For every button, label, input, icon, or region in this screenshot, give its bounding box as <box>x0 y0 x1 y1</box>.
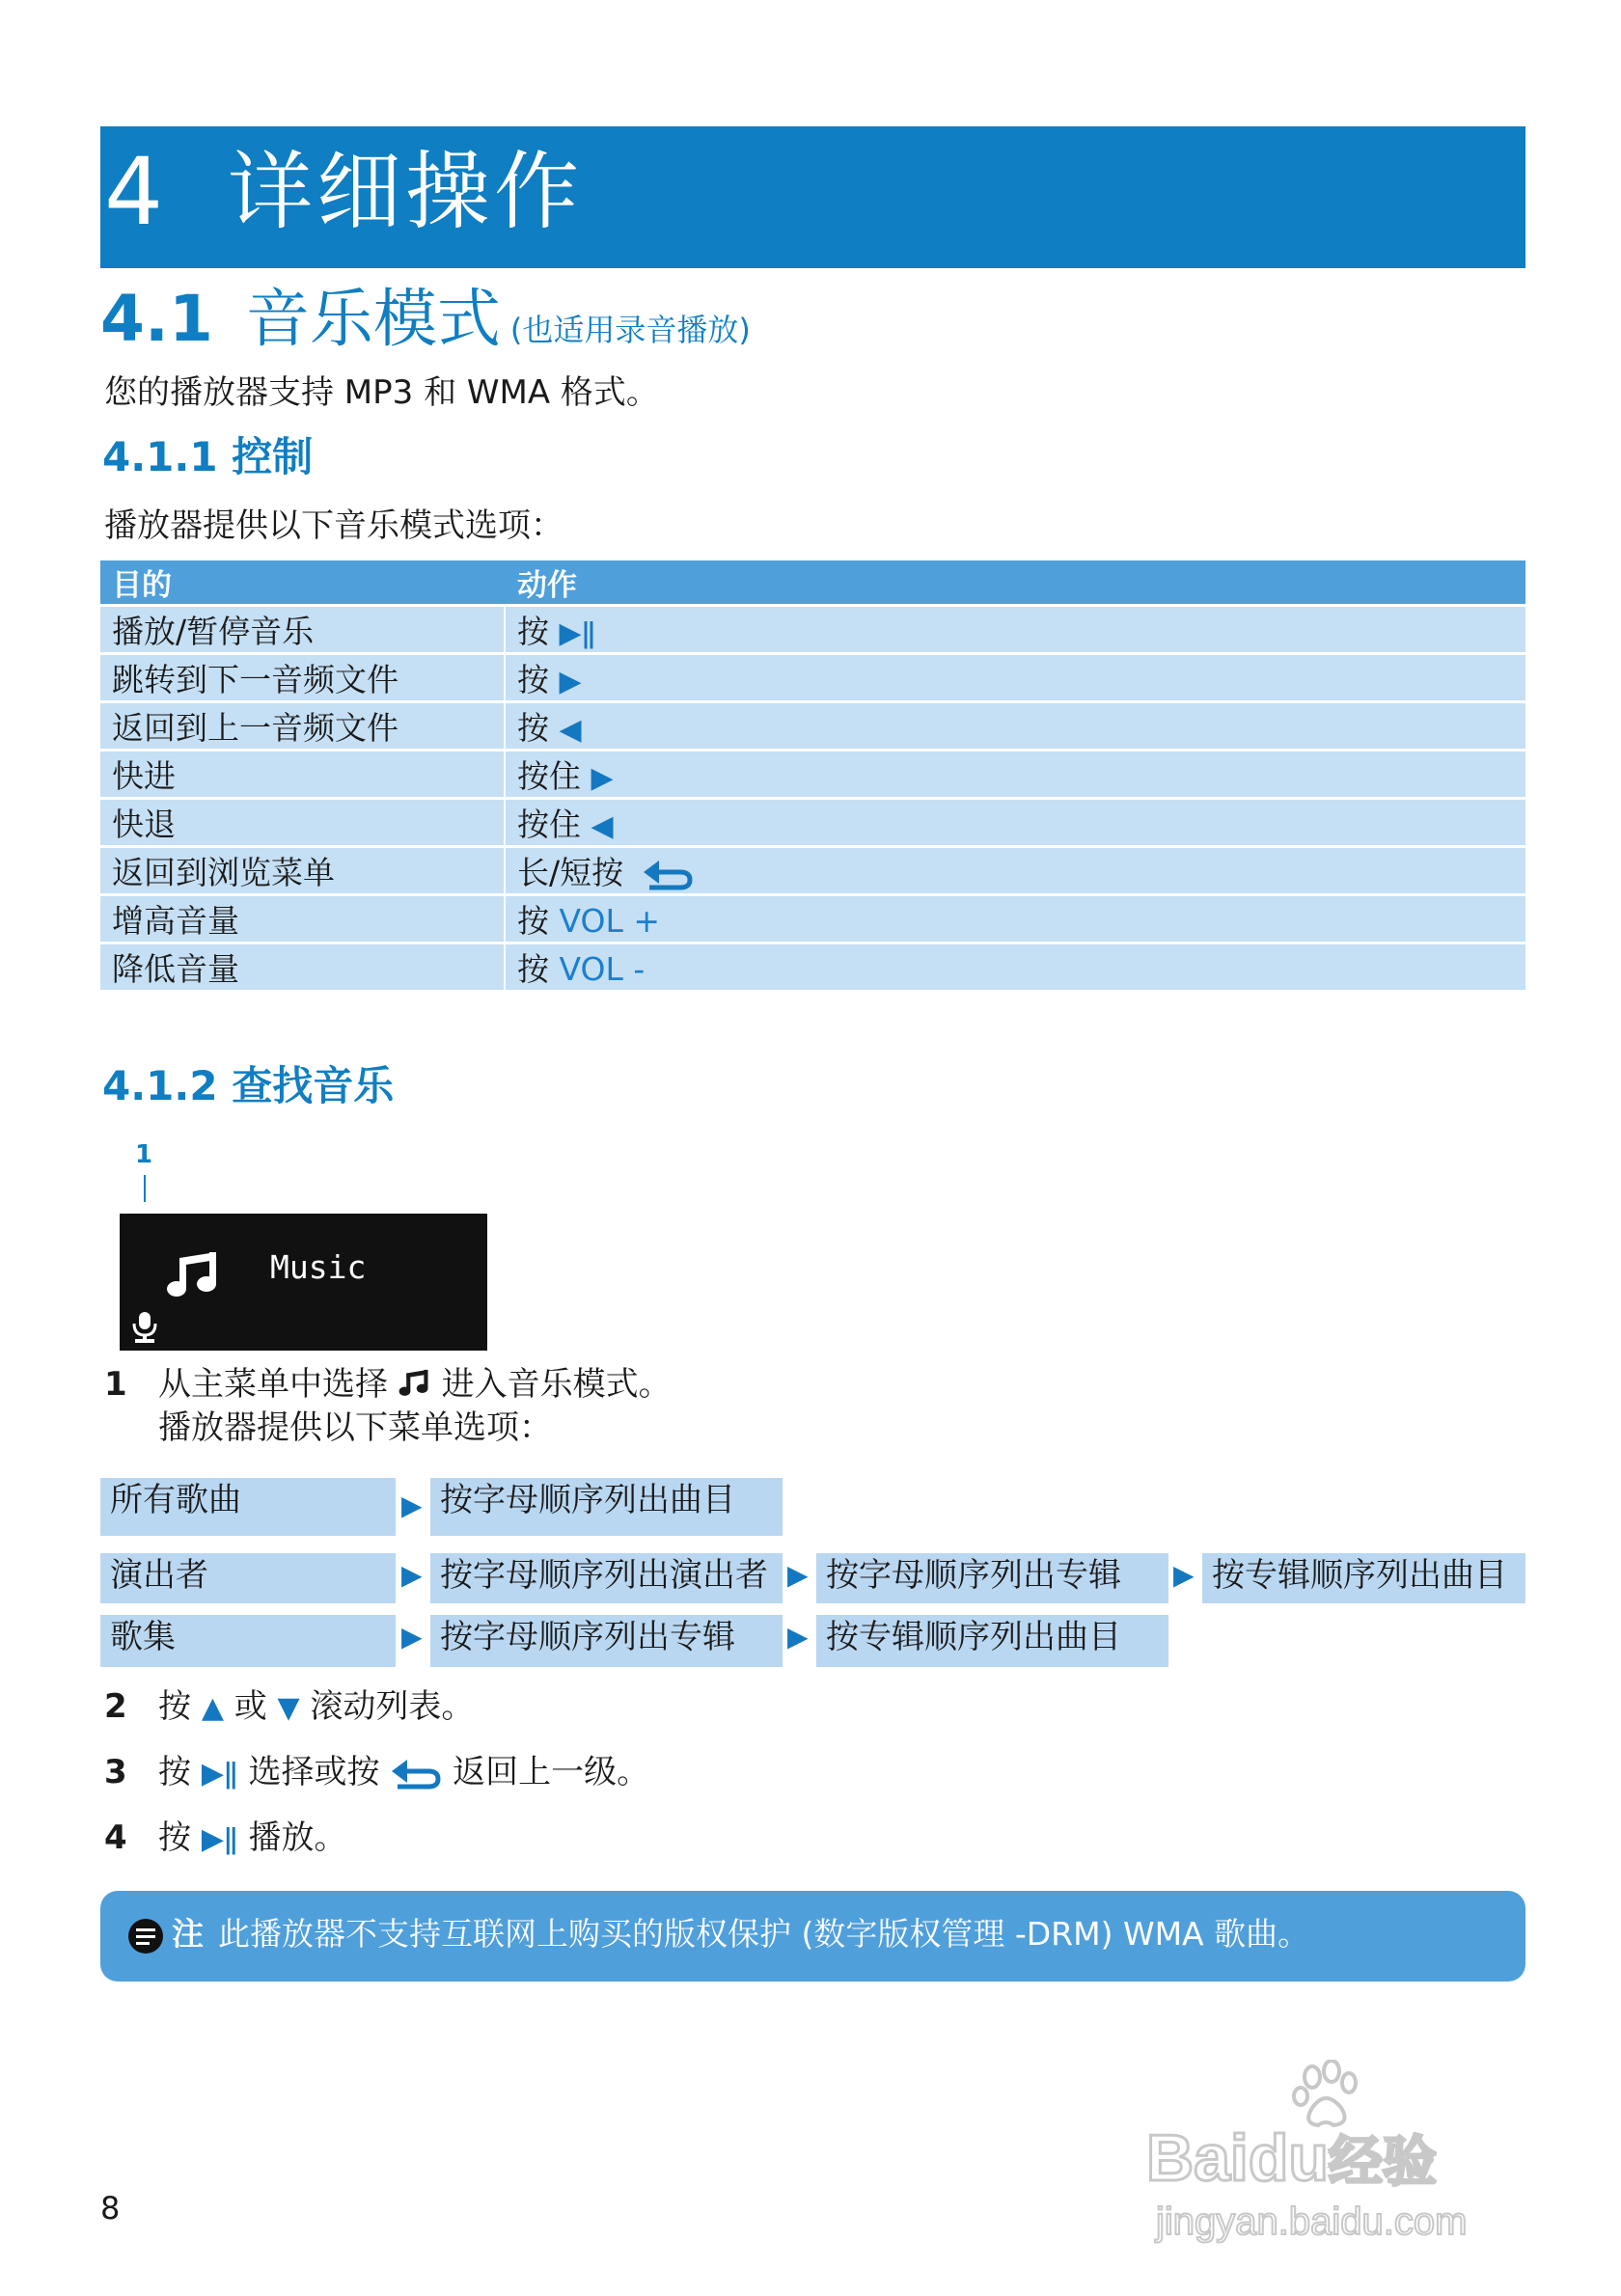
flow-box: 按字母顺序列出演出者 <box>430 1553 783 1603</box>
action-verb: 按 <box>517 661 549 698</box>
note-label: 注 <box>172 1915 204 1953</box>
note-box <box>100 1891 1525 1982</box>
section-number: 4.1 <box>100 282 213 356</box>
step-number: 4 <box>104 1818 127 1857</box>
play-pause-icon: ▶ǁ <box>201 1822 238 1856</box>
action-verb: 按 <box>517 950 549 988</box>
table-row <box>100 703 1525 749</box>
intro-text: 您的播放器支持 MP3 和 WMA 格式。 <box>104 373 659 412</box>
flow-box: 按字母顺序列出专辑 <box>430 1615 783 1667</box>
next-icon: ▶ <box>559 665 582 698</box>
action-cell <box>506 848 1525 893</box>
step-text: 按 <box>158 1687 191 1726</box>
down-arrow-icon: ▼ <box>277 1691 300 1725</box>
purpose-cell: 快退 <box>100 800 506 845</box>
play-pause-icon: ▶ǁ <box>559 616 596 650</box>
step-text: 返回上一级。 <box>453 1753 650 1791</box>
callout-line <box>144 1175 146 1202</box>
section-subtitle: (也适用录音播放) <box>509 312 751 348</box>
music-note-icon <box>166 1250 222 1300</box>
action-cell <box>506 944 1525 990</box>
table-row <box>100 607 1525 652</box>
previous-icon: ◀ <box>559 713 582 747</box>
table-row <box>100 944 1525 990</box>
controls-table <box>100 558 1525 993</box>
purpose-cell: 增高音量 <box>100 896 506 942</box>
flow-arrow-icon: ▶ <box>401 1490 423 1521</box>
section-4-1-heading <box>100 276 751 363</box>
purpose-cell: 返回到浏览菜单 <box>100 848 506 893</box>
action-verb: 长/短按 <box>517 854 624 891</box>
flow-arrow-icon: ▶ <box>401 1559 423 1591</box>
flow-arrow-icon: ▶ <box>787 1559 809 1591</box>
action-verb: 按住 <box>517 806 581 843</box>
section-4-1-2-heading: 4.1.2 查找音乐 <box>102 1062 395 1109</box>
step-text: 或 <box>234 1687 267 1726</box>
flow-box: 按字母顺序列出专辑 <box>816 1553 1168 1603</box>
back-icon <box>642 857 694 891</box>
section-4-1-1-heading: 4.1.1 控制 <box>102 433 314 480</box>
table-row <box>100 752 1525 797</box>
back-icon <box>390 1756 442 1790</box>
note-text: 此播放器不支持互联网上购买的版权保护 (数字版权管理 -DRM) WMA 歌曲。 <box>218 1915 1310 1953</box>
vol-up-label: VOL + <box>559 902 660 940</box>
chapter-title: 详细操作 <box>228 142 584 241</box>
column-header-action: 动作 <box>506 560 1525 604</box>
watermark-url: jingyan.baidu.com <box>1156 2200 1468 2243</box>
step-text-b: 进入音乐模式。 <box>441 1365 672 1404</box>
step-number: 3 <box>104 1753 127 1791</box>
chapter-number: 4 <box>104 138 164 246</box>
table-row <box>100 848 1525 893</box>
step-3 <box>158 1750 649 1796</box>
action-cell <box>506 752 1525 797</box>
watermark-brand-part: Bai <box>1146 2121 1249 2195</box>
vol-down-label: VOL - <box>559 950 646 988</box>
step-text: 播放。 <box>248 1818 347 1857</box>
table-row <box>100 800 1525 845</box>
step-text: 按 <box>158 1753 191 1791</box>
section-title: 音乐模式 <box>245 282 501 356</box>
page-number: 8 <box>100 2190 121 2227</box>
action-cell <box>506 800 1525 845</box>
play-pause-icon: ▶ǁ <box>201 1757 238 1790</box>
step-text: 按 <box>158 1818 191 1857</box>
watermark-brand <box>1146 2119 1437 2200</box>
flow-box: 按字母顺序列出曲目 <box>430 1478 783 1536</box>
flow-arrow-icon: ▶ <box>401 1621 423 1653</box>
purpose-cell: 快进 <box>100 752 506 797</box>
purpose-cell: 跳转到下一音频文件 <box>100 655 506 700</box>
step-text: 选择或按 <box>248 1753 380 1791</box>
up-arrow-icon: ▲ <box>201 1691 224 1725</box>
device-screen <box>120 1214 487 1351</box>
flow-box-artists: 演出者 <box>100 1553 396 1603</box>
watermark-brand-part: du <box>1248 2121 1329 2195</box>
step-1-line-1 <box>158 1362 672 1407</box>
controls-intro: 播放器提供以下音乐模式选项： <box>104 506 563 545</box>
chapter-banner <box>100 126 1525 268</box>
flow-box-all-songs: 所有歌曲 <box>100 1478 396 1536</box>
note-icon <box>127 1918 164 1954</box>
action-cell <box>506 703 1525 749</box>
device-screen-label: Music <box>270 1248 367 1286</box>
flow-box: 按专辑顺序列出曲目 <box>816 1615 1168 1667</box>
flow-box-albums: 歌集 <box>100 1615 396 1667</box>
callout-number: 1 <box>135 1140 153 1169</box>
purpose-cell: 播放/暂停音乐 <box>100 607 506 652</box>
step-number: 1 <box>104 1365 127 1404</box>
table-row <box>100 655 1525 700</box>
action-verb: 按 <box>517 902 549 940</box>
next-icon: ▶ <box>591 761 614 795</box>
table-header-row <box>100 560 1525 604</box>
action-verb: 按 <box>517 709 549 747</box>
flow-arrow-icon: ▶ <box>787 1621 809 1653</box>
step-text: 滚动列表。 <box>310 1687 475 1726</box>
action-cell <box>506 655 1525 700</box>
step-number: 2 <box>104 1687 127 1726</box>
flow-box: 按专辑顺序列出曲目 <box>1202 1553 1525 1603</box>
action-verb: 按 <box>517 613 549 650</box>
step-2 <box>158 1684 474 1731</box>
previous-icon: ◀ <box>591 809 614 843</box>
purpose-cell: 降低音量 <box>100 944 506 990</box>
action-cell <box>506 607 1525 652</box>
table-row <box>100 896 1525 942</box>
baidu-watermark <box>1146 2060 1532 2243</box>
action-cell <box>506 896 1525 942</box>
watermark-cn: 经验 <box>1328 2131 1437 2192</box>
column-header-purpose: 目的 <box>100 560 506 604</box>
step-4 <box>158 1816 346 1862</box>
step-text-a: 从主菜单中选择 <box>158 1365 388 1404</box>
step-1-line-2: 播放器提供以下菜单选项： <box>158 1408 552 1447</box>
microphone-icon <box>131 1310 158 1343</box>
flow-arrow-icon: ▶ <box>1173 1559 1195 1591</box>
music-note-icon <box>398 1368 431 1399</box>
action-verb: 按住 <box>517 757 581 795</box>
purpose-cell: 返回到上一音频文件 <box>100 703 506 749</box>
